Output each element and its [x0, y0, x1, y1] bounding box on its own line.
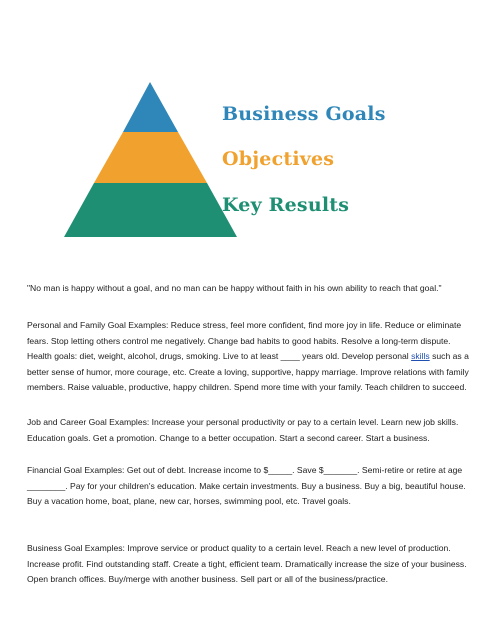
business-goals-paragraph: Business Goal Examples: Improve service or product quality to a certain level. Reach a new level of production. Increase profit. Find outstanding staff. Create a tight, efficient team. Dramatically increase the size of your business. Open branch offices. Buy/merge with another business. Sell part or all of the business/practice. [27, 543, 467, 585]
pyramid-svg [0, 0, 495, 260]
career-goals-paragraph: Job and Career Goal Examples: Increase your personal productivity or pay to a certain level. Learn new job skills. Education goals. Get a promotion. Change to a better occupation. Start a second career. Start a business. [27, 417, 459, 443]
pyramid-tier-business-goals [123, 82, 178, 132]
goal-quote: "No man is happy without a goal, and no man can be happy without faith in his own ability to reach that goal." [27, 283, 442, 293]
pyramid-graphic [0, 0, 495, 260]
financial-goals-paragraph: Financial Goal Examples: Get out of debt. Increase income to $_____. Save $_______. Semi-retire or retire at age ________. Pay for your children's education. Make certain investments. Buy a business. Buy a big, beautiful house. Buy a vacation home, boat, plane, new car, horses, swimming pool, etc. Travel goals. [27, 465, 466, 507]
label-key-results: Key Results [222, 194, 350, 216]
skills-link[interactable]: skills [411, 351, 430, 362]
label-business-goals: Business Goals [222, 103, 386, 125]
personal-goals-text-start: Personal and Family Goal Examples: Reduce stress, feel more confident, find more joy in life. Reduce or eliminate fears. Stop letting others control me negatively. Change bad habits to good habits. Resolve a long-term dispute. Health goals: diet, weight, alcohol, drugs, smoking. Live to at least ____ years old. Develop personal [27, 320, 462, 362]
pyramid-tier-key-results [64, 183, 237, 237]
personal-goals-paragraph [27, 318, 472, 396]
pyramid-tier-objectives [94, 132, 207, 183]
label-objectives: Objectives [222, 148, 335, 170]
personal-goals-text-end: such as a better sense of humor, more courage, etc. Create a loving, supportive, happy marriage. Improve relations with family members. Raise valuable, productive, happy children. Spend more time with your family. Teach children to succeed. [27, 351, 469, 393]
